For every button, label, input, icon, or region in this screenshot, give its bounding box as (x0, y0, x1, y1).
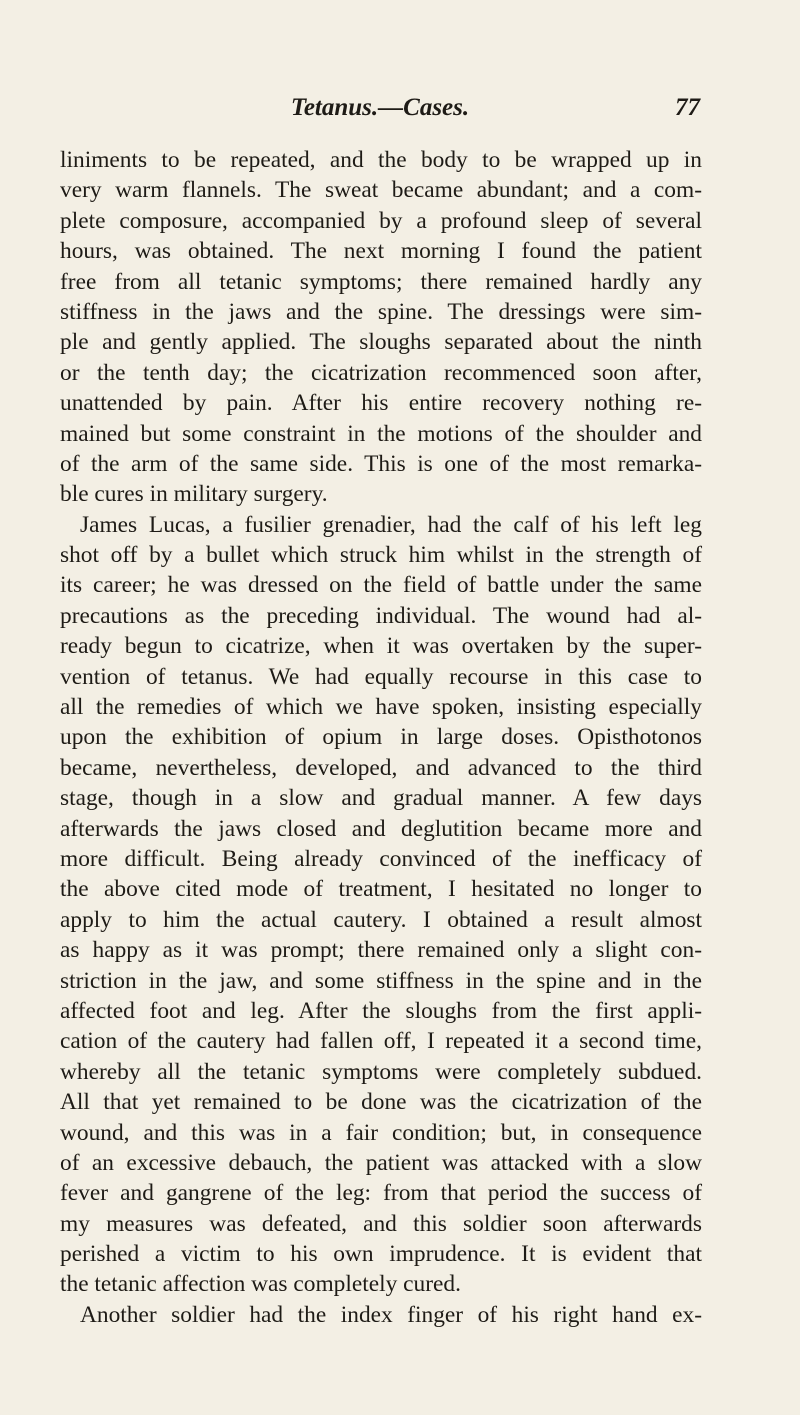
text-line: ready begun to cicatrize, when it was overtaken by the super- (60, 633, 702, 660)
text-line: the tetanic affection was completely cured. (60, 1271, 461, 1298)
text-line: of the arm of the same side. This is one of the most remarka- (60, 450, 702, 477)
text-line: the above cited mode of treatment, I hesitated no longer to (60, 876, 702, 903)
text-line: or the tenth day; the cicatrization recommenced soon after, (60, 359, 702, 386)
text-line: more difficult. Being already convinced of the inefficacy of (60, 845, 702, 872)
text-line: perished a victim to his own imprudence. It is evident that (60, 1241, 702, 1268)
text-line: as happy as it was prompt; there remained only a slight con- (60, 937, 702, 964)
text-line: hours, was obtained. The next morning I found the patient (60, 238, 702, 265)
text-line: whereby all the tetanic symptoms were completely subdued. (60, 1058, 702, 1085)
text-line: stiffness in the jaws and the spine. The dressings were sim- (60, 298, 702, 325)
running-head (60, 88, 700, 128)
text-line: mained but some constraint in the motions of the shoulder and (60, 420, 702, 447)
text-line: plete composure, accompanied by a profound sleep of several (60, 207, 702, 234)
text-line: wound, and this was in a fair condition; but, in consequence (60, 1119, 702, 1146)
text-line: All that yet remained to be done was the cicatrization of the (60, 1089, 702, 1116)
text-line: cation of the cautery had fallen off, I repeated it a second time, (60, 1028, 702, 1055)
text-line: affected foot and leg. After the sloughs from the first appli- (60, 997, 702, 1024)
text-line: striction in the jaw, and some stiffness in the spine and in the (60, 967, 702, 994)
text-line: my measures was defeated, and this soldier soon afterwards (60, 1210, 702, 1237)
text-line: upon the exhibition of opium in large doses. Opisthotonos (60, 724, 702, 751)
running-title: Tetanus.—Cases. (290, 94, 470, 121)
text-line: free from all tetanic symptoms; there remained hardly any (60, 268, 702, 295)
text-line: became, nevertheless, developed, and advanced to the third (60, 754, 702, 781)
text-line: liniments to be repeated, and the body to be wrapped up in (60, 147, 702, 173)
text-line: ple and gently applied. The sloughs separated about the ninth (60, 329, 702, 356)
page-number: 77 (675, 94, 700, 121)
text-line: shot off by a bullet which struck him whilst in the strength of (60, 542, 702, 569)
text-line: all the remedies of which we have spoken, insisting especially (60, 694, 702, 721)
text-line: precautions as the preceding individual. The wound had al- (60, 602, 702, 629)
text-line: very warm flannels. The sweat became abundant; and a com- (60, 177, 702, 204)
text-line: afterwards the jaws closed and deglutition became more and (60, 815, 702, 842)
text-line: unattended by pain. After his entire recovery nothing re- (60, 390, 702, 417)
text-line: apply to him the actual cautery. I obtained a result almost (60, 906, 702, 933)
paragraph-start-line: Another soldier had the index finger of his right hand ex- (80, 1301, 702, 1328)
paragraph-start-line: James Lucas, a fusilier grenadier, had the calf of his left leg (80, 511, 702, 538)
text-line: its career; he was dressed on the field of battle under the same (60, 572, 702, 599)
text-line: of an excessive debauch, the patient was attacked with a slow (60, 1149, 702, 1176)
text-line: vention of tetanus. We had equally recourse in this case to (60, 663, 702, 690)
text-line: ble cures in military surgery. (60, 481, 328, 508)
text-line: stage, though in a slow and gradual manner. A few days (60, 785, 702, 812)
text-line: fever and gangrene of the leg: from that period the success of (60, 1180, 702, 1207)
body-text (60, 145, 702, 1330)
